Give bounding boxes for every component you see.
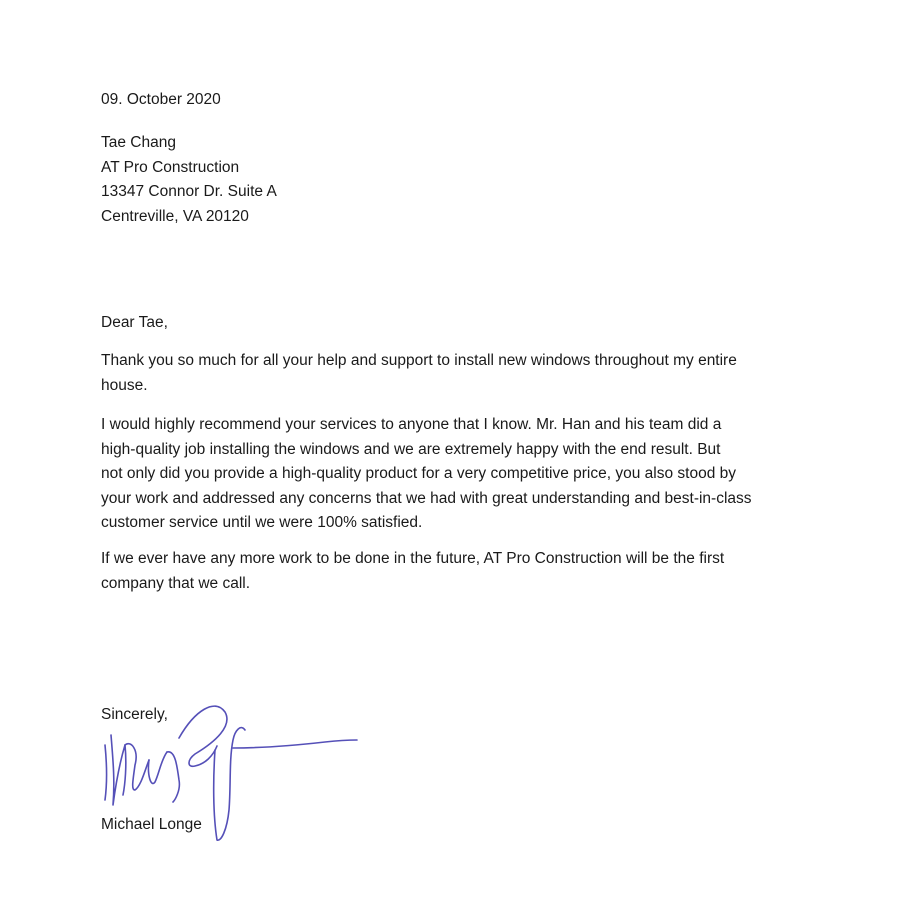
handwritten-signature xyxy=(95,690,365,850)
letter-date: 09. October 2020 xyxy=(101,91,221,108)
paragraph-line: customer service until we were 100% satisfied. xyxy=(101,514,423,531)
signer-name: Michael Longe xyxy=(101,816,202,833)
closing: Sincerely, xyxy=(101,706,168,723)
paragraph-line: high-quality job installing the windows and we are extremely happy with the end result. But xyxy=(101,440,721,458)
recipient-name: Tae Chang xyxy=(101,134,176,151)
recipient-address xyxy=(101,132,277,230)
paragraph-line: If we ever have any more work to be done in the future, AT Pro Construction will be the first xyxy=(101,550,725,567)
recipient-street: 13347 Connor Dr. Suite A xyxy=(101,183,277,200)
paragraph-thanks xyxy=(101,350,737,399)
paragraph-line: Thank you so much for all your help and support to install new windows throughout my entire xyxy=(101,352,737,369)
paragraph-line: not only did you provide a high-quality product for a very competitive price, you also stood by xyxy=(101,465,736,482)
paragraph-line: house. xyxy=(101,376,148,394)
paragraph-line: company that we call. xyxy=(101,574,251,592)
recipient-company: AT Pro Construction xyxy=(101,158,240,176)
paragraph-future xyxy=(101,548,724,597)
salutation: Dear Tae, xyxy=(101,314,168,331)
paragraph-line: I would highly recommend your services to anyone that I know. Mr. Han and his team did a xyxy=(101,416,722,433)
paragraph-line: your work and addressed any concerns that we had with great understanding and best-in-class xyxy=(101,489,752,507)
paragraph-recommendation xyxy=(101,414,752,537)
recipient-city: Centreville, VA 20120 xyxy=(101,207,249,225)
